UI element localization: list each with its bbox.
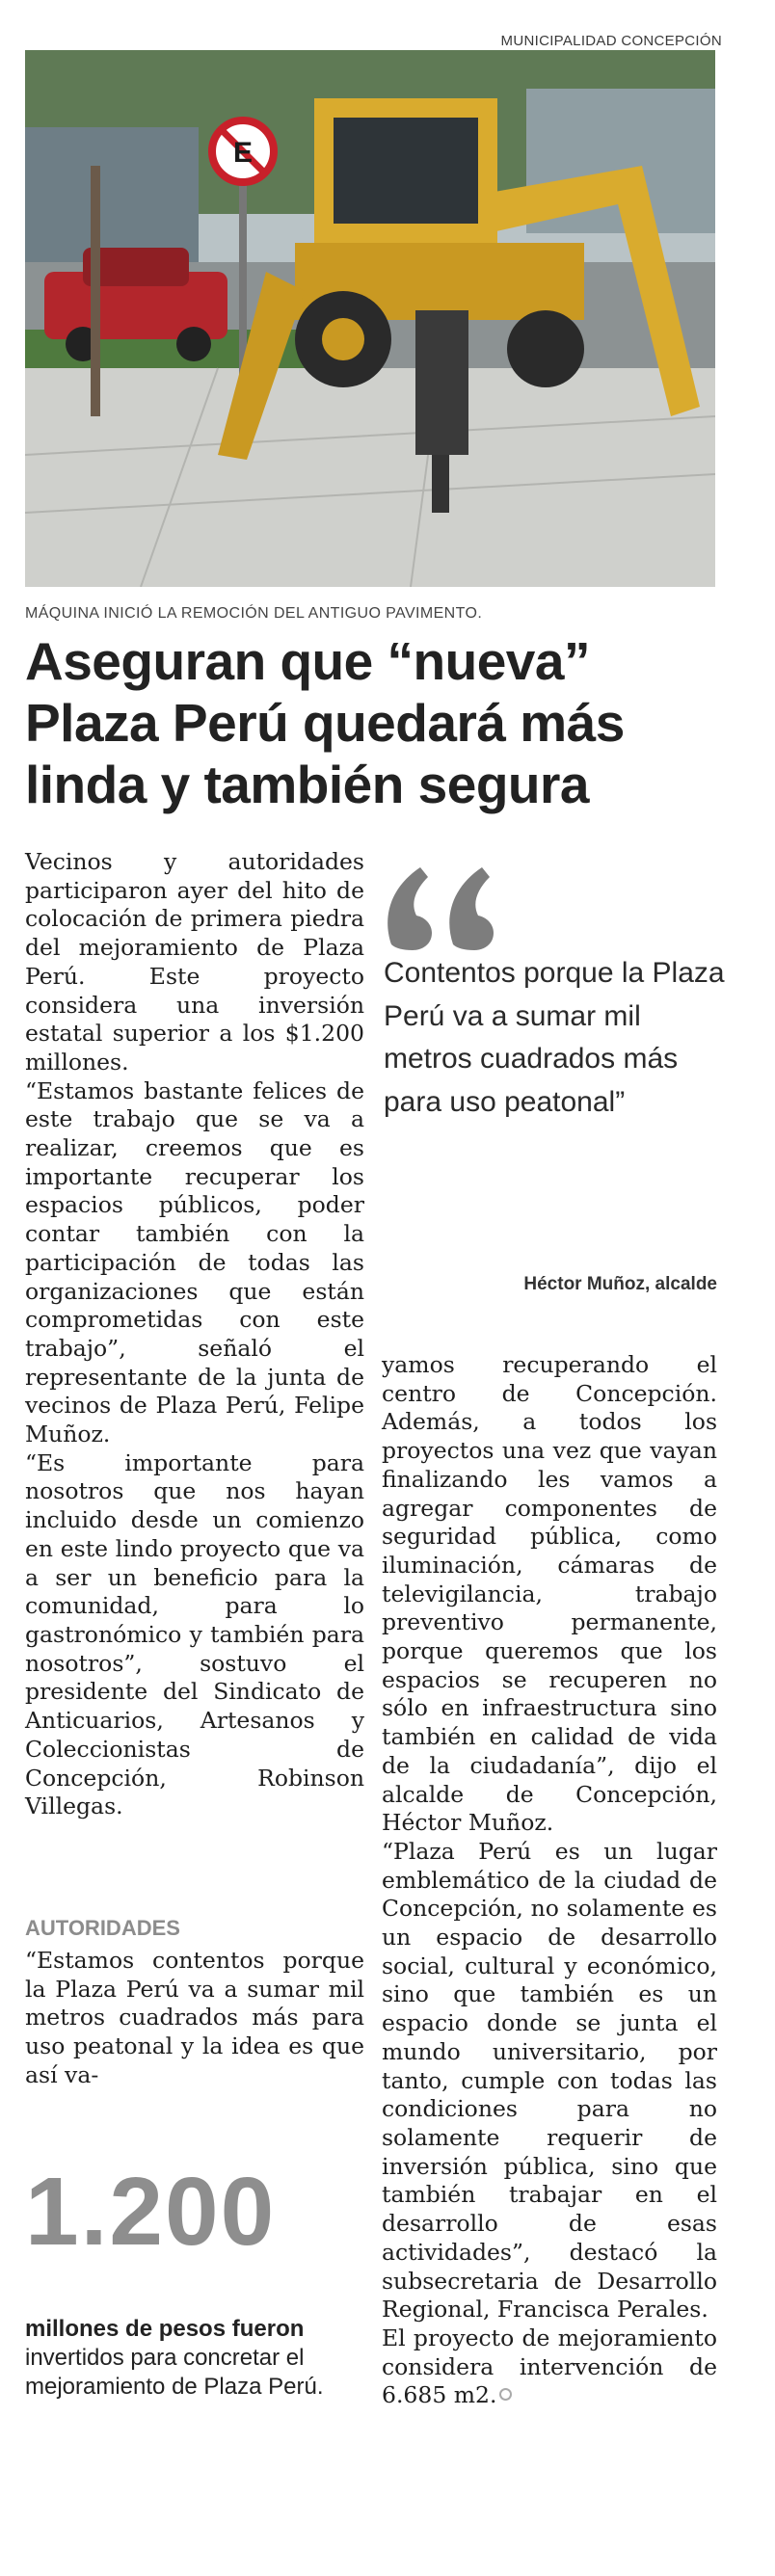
photo-credit: MUNICIPALIDAD CONCEPCIÓN (500, 33, 722, 49)
headline: Aseguran que “nueva” Plaza Perú quedará más linda y también segura (25, 631, 625, 814)
stat-rest: invertidos para concretar el mejoramiento de Plaza Perú. (25, 2345, 324, 2400)
quote-mark-icon (378, 848, 503, 954)
backhoe-photo-illustration (25, 50, 715, 587)
end-mark-icon (499, 2388, 512, 2401)
stat-number: 1.200 (25, 2158, 277, 2266)
section-subhead: AUTORIDADES (25, 1916, 180, 1940)
body-column-right (382, 1351, 717, 2410)
pull-quote: Contentos porque la Plaza Perú va a sumar mil metros cuadrados más para uso peatonal” (384, 957, 725, 1118)
body-paragraph: Vecinos y autoridades participaron ayer del hito de colocación de primera piedra del mejoramiento de Plaza Perú. Este proyecto considera una inversión estatal superior a los $1.200 millones. (25, 848, 364, 1076)
body-column-left-2 (25, 1947, 364, 2090)
body-paragraph (382, 2324, 717, 2410)
body-column-left (25, 848, 364, 1821)
body-paragraph-text: El proyecto de mejoramiento considera intervención de 6.685 m2. (382, 2324, 717, 2409)
body-paragraph: yamos recuperando el centro de Concepción. Además, a todos los proyectos una vez que vayan finalizando les vamos a agregar componentes de seguridad pública, como iluminación, cámaras de televigilancia, trabajo preventivo permanente, porque queremos que los espacios se recuperen no sólo en infraestructura sino también en calidad de vida de la ciudadanía”, dijo el alcalde de Concepción, Héctor Muñoz. (382, 1351, 717, 1837)
photo-caption: MÁQUINA INICIÓ LA REMOCIÓN DEL ANTIGUO PAVIMENTO. (25, 605, 483, 622)
body-paragraph: “Estamos bastante felices de este trabajo que se va a realizar, creemos que es importante recuperar los espacios públicos, poder contar también con la participación de todas las organizaciones que están comprometidas con este trabajo”, señaló el representante de la junta de vecinos de Plaza Perú, Felipe Muñoz. (25, 1076, 364, 1448)
body-paragraph: “Estamos contentos porque la Plaza Perú va a sumar mil metros cuadrados más para uso peatonal y la idea es que así va- (25, 1947, 364, 2088)
body-paragraph: “Plaza Perú es un lugar emblemático de la ciudad de Concepción, no solamente es un espacio de desarrollo social, cultural y económico, sino que también es un espacio donde se junta el mundo universitario, por tanto, cumple con todas las condiciones para no solamente requerir de inversión pública, sino que también trabajar en el desarrollo de esas actividades”, destacó la subsecretaria de Desarrollo Regional, Francisca Perales. (382, 1837, 717, 2324)
pull-quote-author: Héctor Muñoz, alcalde (523, 1274, 717, 1294)
stat-bold: millones de pesos fueron (25, 2316, 305, 2342)
stat-description (25, 2315, 372, 2402)
sign-letter: E (232, 137, 254, 169)
body-paragraph: “Es importante para nosotros que nos hayan incluido desde un comienzo en este lindo proyecto que va a ser un beneficio para la comunidad, para lo gastronómico y también para nosotros”, sostuvo el presidente del Sindicato de Anticuarios, Artesanos y Coleccionistas de Concepción, Robinson Villegas. (25, 1448, 364, 1820)
news-photo (25, 50, 715, 587)
